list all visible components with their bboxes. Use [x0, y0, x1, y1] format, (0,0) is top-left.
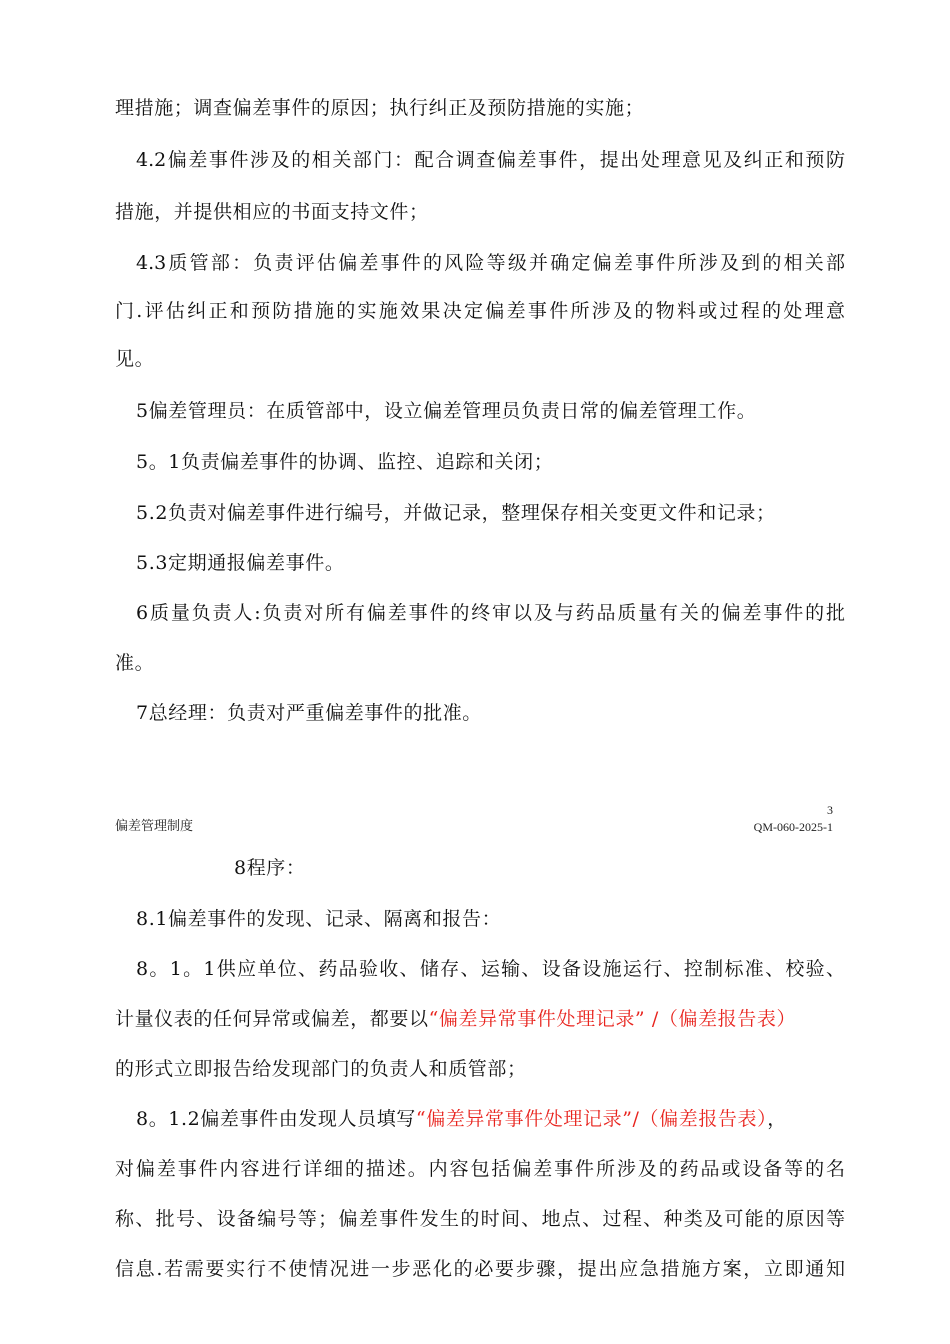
- text-line: 见。: [115, 348, 155, 370]
- text-line: 4.2偏差事件涉及的相关部门：配合调查偏差事件，提出处理意见及纠正和预防: [136, 149, 845, 171]
- text-segment: 8。1.2偏差事件由发现人员填写: [136, 1108, 416, 1130]
- text-line: 4.3质管部：负责评估偏差事件的风险等级并确定偏差事件所涉及到的相关部: [136, 252, 845, 274]
- text-line: 的形式立即报告给发现部门的负责人和质管部；: [115, 1058, 527, 1080]
- text-segment: ，: [767, 1108, 787, 1130]
- text-line: 7总经理：负责对严重偏差事件的批准。: [136, 702, 482, 724]
- text-line: [136, 1106, 787, 1132]
- footer-doc-code: QM-060-2025-1: [753, 820, 833, 834]
- text-line: 5。1负责偏差事件的协调、监控、追踪和关闭；: [136, 451, 554, 473]
- text-line: 5.2负责对偏差事件进行编号，并做记录，整理保存相关变更文件和记录；: [136, 502, 776, 524]
- text-line: 对偏差事件内容进行详细的描述。内容包括偏差事件所涉及的药品或设备等的名: [115, 1158, 845, 1180]
- text-line: 6质量负责人:负责对所有偏差事件的终审以及与药品质量有关的偏差事件的批: [136, 602, 845, 624]
- text-line: 门.评估纠正和预防措施的实施效果决定偏差事件所涉及的物料或过程的处理意: [115, 300, 845, 322]
- text-line: 8.1偏差事件的发现、记录、隔离和报告：: [136, 908, 502, 930]
- text-segment: 计量仪表的任何异常或偏差，都要以: [115, 1008, 429, 1030]
- text-line: 5偏差管理员：在质管部中，设立偏差管理员负责日常的偏差管理工作。: [136, 400, 757, 422]
- page-number: 3: [827, 803, 833, 817]
- text-line: 理措施；调查偏差事件的原因；执行纠正及预防措施的实施；: [115, 97, 645, 119]
- text-line: 称、批号、设备编号等；偏差事件发生的时间、地点、过程、种类及可能的原因等: [115, 1208, 845, 1230]
- text-line: 准。: [115, 652, 155, 674]
- section-heading: 8程序：: [234, 857, 306, 879]
- text-line: 8。1。1供应单位、药品验收、储存、运输、设备设施运行、控制标准、校验、: [136, 958, 845, 980]
- footer-doc-title: 偏差管理制度: [115, 819, 194, 834]
- text-line: 5.3定期通报偏差事件。: [136, 552, 345, 574]
- text-line: 措施，并提供相应的书面支持文件；: [115, 201, 429, 223]
- form-reference-highlight: “偏差异常事件处理记录” /（偏差报告表）: [428, 1008, 797, 1030]
- text-line: 信息.若需要实行不使情况进一步恶化的必要步骤，提出应急措施方案，立即通知: [115, 1258, 845, 1280]
- form-reference-highlight: “偏差异常事件处理记录”/（偏差报告表）: [415, 1108, 768, 1130]
- text-line: [115, 1006, 796, 1032]
